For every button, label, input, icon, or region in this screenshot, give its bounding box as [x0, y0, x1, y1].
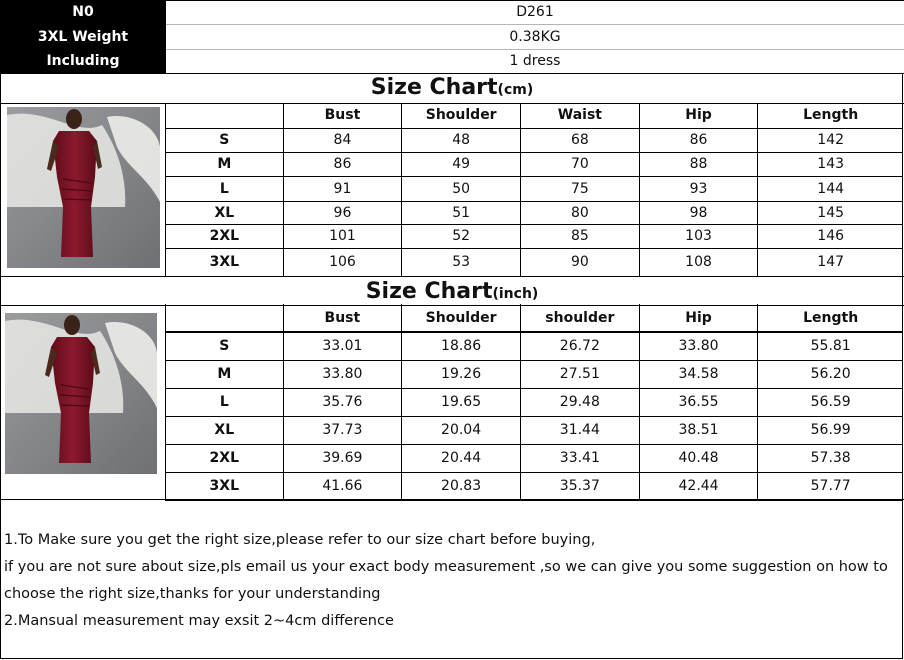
value-cell: 49 — [402, 152, 521, 176]
size-column-header — [166, 304, 284, 332]
section-divider — [0, 499, 904, 500]
note-line: if you are not sure about size,pls email us your exact body measurement ,so we can give you some suggestion on how to — [4, 559, 888, 575]
column-header: Hip — [639, 103, 758, 128]
column-header: shoulder — [520, 304, 639, 332]
value-cell: 86 — [283, 152, 402, 176]
column-header: Shoulder — [402, 103, 521, 128]
cm-chart-title — [0, 73, 904, 104]
weight-value: 0.38KG — [166, 24, 904, 50]
value-cell: 101 — [283, 224, 402, 248]
size-cell: L — [166, 388, 284, 416]
value-cell: 18.86 — [402, 332, 521, 360]
value-cell: 84 — [283, 128, 402, 152]
table-row — [166, 176, 904, 201]
size-cell: 3XL — [166, 472, 284, 500]
table-row — [166, 128, 904, 152]
value-cell: 53 — [402, 248, 521, 276]
value-cell: 70 — [521, 152, 640, 176]
value-cell: 19.65 — [402, 388, 521, 416]
weight-label: 3XL Weight — [0, 24, 166, 49]
including-row — [0, 49, 904, 73]
value-cell: 145 — [758, 201, 903, 224]
inch-title-unit: (inch) — [492, 286, 539, 302]
column-header: Shoulder — [402, 304, 521, 332]
table-row — [166, 201, 904, 224]
value-cell: 33.80 — [639, 332, 758, 360]
note-line: choose the right size,thanks for your understanding — [4, 586, 381, 602]
including-value: 1 dress — [166, 49, 904, 74]
value-cell: 19.26 — [402, 360, 521, 388]
size-chart-cm-table — [165, 103, 903, 276]
value-cell: 42.44 — [639, 472, 758, 500]
size-cell: S — [166, 332, 284, 360]
value-cell: 144 — [758, 176, 903, 201]
note-line: 2.Mansual measurement may exsit 2~4cm difference — [4, 613, 394, 629]
value-cell: 106 — [283, 248, 402, 276]
dress-photo-inch — [5, 313, 157, 474]
column-header: Length — [758, 103, 903, 128]
note-line: 1.To Make sure you get the right size,please refer to our size chart before buying, — [4, 532, 596, 548]
table-row — [166, 248, 904, 276]
value-cell: 39.69 — [283, 444, 402, 472]
size-chart-inch-table — [165, 304, 903, 501]
table-row — [166, 360, 904, 388]
size-cell: L — [166, 176, 284, 201]
table-row — [166, 332, 904, 360]
value-cell: 33.80 — [283, 360, 402, 388]
value-cell: 20.44 — [402, 444, 521, 472]
value-cell: 51 — [402, 201, 521, 224]
value-cell: 91 — [283, 176, 402, 201]
value-cell: 52 — [402, 224, 521, 248]
size-cell: S — [166, 128, 284, 152]
table-row — [166, 444, 904, 472]
product-number-label: N0 — [0, 0, 166, 24]
column-header: Waist — [521, 103, 640, 128]
dress-illustration — [5, 313, 157, 474]
product-info-header — [0, 0, 904, 73]
size-cell: XL — [166, 416, 284, 444]
value-cell: 55.81 — [758, 332, 903, 360]
size-column-header — [166, 103, 284, 128]
value-cell: 26.72 — [520, 332, 639, 360]
column-header: Length — [758, 304, 903, 332]
dress-photo-cm — [7, 107, 160, 268]
value-cell: 103 — [639, 224, 758, 248]
value-cell: 38.51 — [639, 416, 758, 444]
value-cell: 31.44 — [520, 416, 639, 444]
size-cell: M — [166, 152, 284, 176]
value-cell: 80 — [521, 201, 640, 224]
value-cell: 56.20 — [758, 360, 903, 388]
table-header-row — [166, 103, 904, 128]
value-cell: 85 — [521, 224, 640, 248]
value-cell: 20.04 — [402, 416, 521, 444]
product-number-row — [0, 0, 904, 24]
value-cell: 147 — [758, 248, 903, 276]
dress-illustration — [7, 107, 160, 268]
value-cell: 146 — [758, 224, 903, 248]
value-cell: 48 — [402, 128, 521, 152]
inch-title-text: Size Chart — [365, 279, 493, 304]
size-cell: 2XL — [166, 224, 284, 248]
value-cell: 143 — [758, 152, 903, 176]
value-cell: 41.66 — [283, 472, 402, 500]
size-cell: M — [166, 360, 284, 388]
value-cell: 93 — [639, 176, 758, 201]
value-cell: 88 — [639, 152, 758, 176]
product-number-value: D261 — [166, 0, 904, 25]
value-cell: 86 — [639, 128, 758, 152]
value-cell: 40.48 — [639, 444, 758, 472]
cm-title-unit: (cm) — [497, 82, 534, 98]
value-cell: 57.38 — [758, 444, 903, 472]
value-cell: 27.51 — [520, 360, 639, 388]
weight-row — [0, 24, 904, 49]
table-header-row — [166, 304, 904, 332]
column-header: Bust — [283, 304, 402, 332]
value-cell: 96 — [283, 201, 402, 224]
value-cell: 90 — [521, 248, 640, 276]
column-header: Hip — [639, 304, 758, 332]
value-cell: 142 — [758, 128, 903, 152]
table-row — [166, 416, 904, 444]
size-cell: 2XL — [166, 444, 284, 472]
value-cell: 68 — [521, 128, 640, 152]
value-cell: 34.58 — [639, 360, 758, 388]
table-row — [166, 152, 904, 176]
value-cell: 56.99 — [758, 416, 903, 444]
value-cell: 56.59 — [758, 388, 903, 416]
value-cell: 57.77 — [758, 472, 903, 500]
value-cell: 29.48 — [520, 388, 639, 416]
size-notes — [4, 527, 900, 635]
value-cell: 36.55 — [639, 388, 758, 416]
size-cell: XL — [166, 201, 284, 224]
value-cell: 50 — [402, 176, 521, 201]
value-cell: 35.37 — [520, 472, 639, 500]
table-row — [166, 472, 904, 500]
size-cell: 3XL — [166, 248, 284, 276]
value-cell: 35.76 — [283, 388, 402, 416]
value-cell: 33.41 — [520, 444, 639, 472]
value-cell: 33.01 — [283, 332, 402, 360]
value-cell: 98 — [639, 201, 758, 224]
value-cell: 37.73 — [283, 416, 402, 444]
cm-title-text: Size Chart — [370, 75, 498, 100]
inch-chart-title — [0, 276, 904, 306]
including-label: Including — [0, 49, 166, 73]
table-row — [166, 224, 904, 248]
column-header: Bust — [283, 103, 402, 128]
table-row — [166, 388, 904, 416]
value-cell: 75 — [521, 176, 640, 201]
value-cell: 108 — [639, 248, 758, 276]
value-cell: 20.83 — [402, 472, 521, 500]
